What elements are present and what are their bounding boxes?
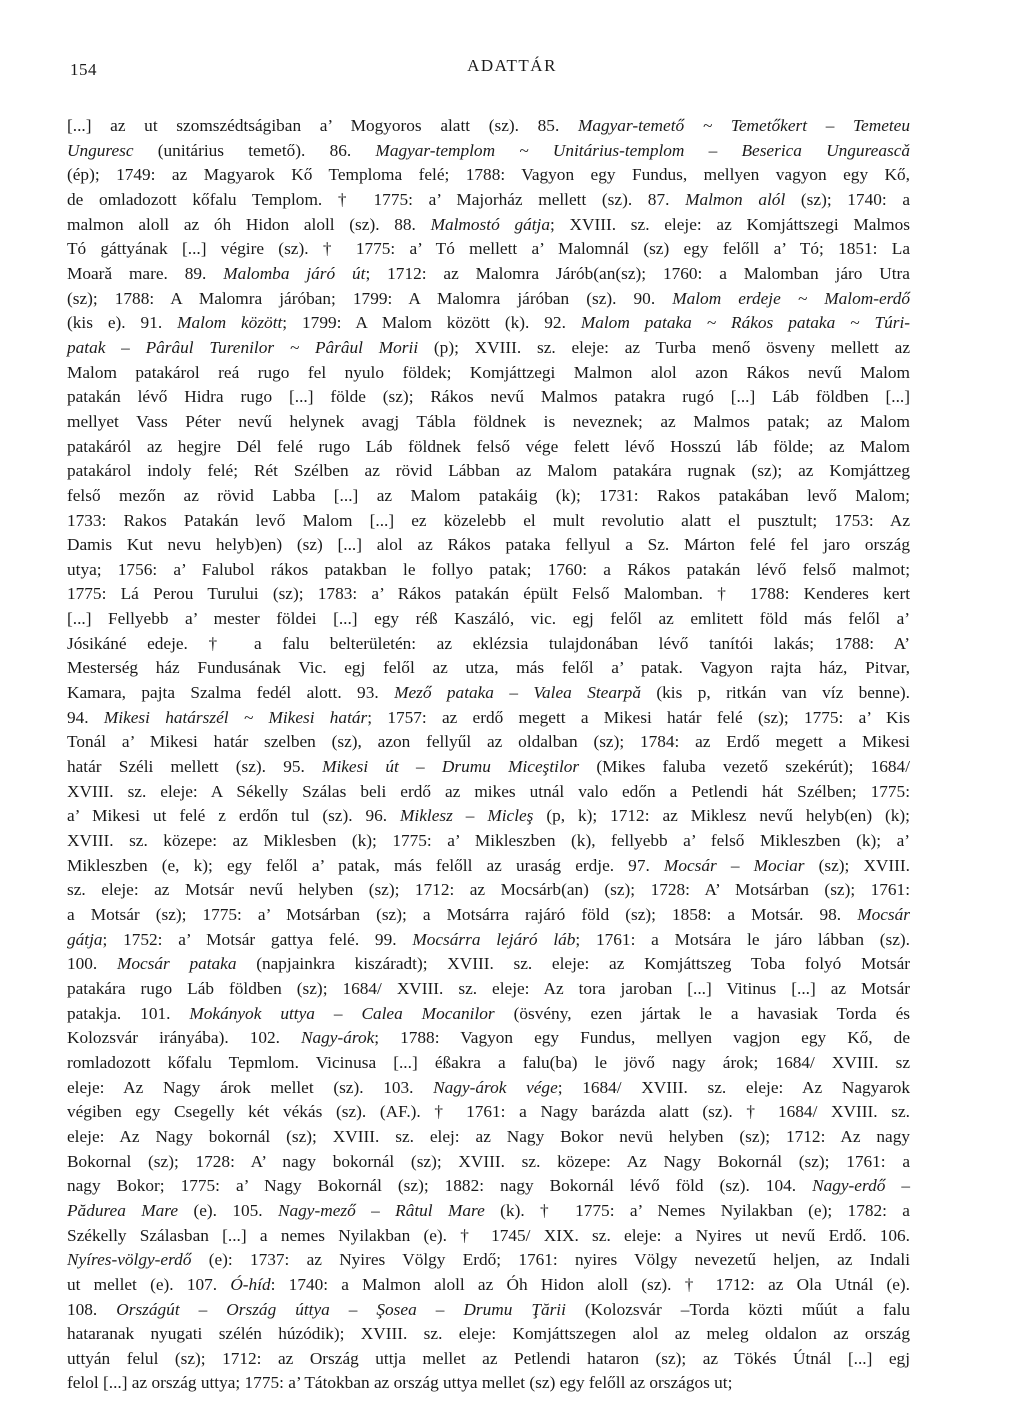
text-segment: (napjainkra kiszáradt); XVIII. sz. eleje: az Komjáttszeg Toba folyó Motsár (236, 954, 910, 974)
text-segment: XVIII. sz. eleje: A Sékelly Szálas beli erdő az mikes utnál valo edőn a Petlendi hát Szélben; 1775: (67, 781, 910, 801)
text-line (67, 977, 910, 1002)
entry-heading: Magyar-temető ~ Temetőkert – Temeteu (577, 116, 910, 135)
text-segment: (kis e). 91. (67, 313, 178, 333)
text-segment: ut mellet (e). 107. (67, 1274, 231, 1294)
text-segment: ; 1788: Vagyon egy Fundus, mellyen vagjon egy Kő, de (374, 1028, 910, 1048)
text-segment: ; 1712: az Malomra Járób(an(sz); 1760: a Malomban járo Utra (365, 263, 910, 283)
text-line (67, 237, 910, 262)
text-segment: (p, k); 1712: az Miklesz nevű helyb(en) (k); (533, 806, 910, 826)
text-segment: (sz); XVIII. (804, 855, 910, 875)
text-segment: patakán lévő Hidra rugo [...] földe (sz); Rákos nevű Malmos patakra rugó [...] Láb földben [...] (67, 387, 910, 407)
entry-heading: Unguresc (67, 140, 134, 160)
entry-heading: Miklesz – Micleş (400, 806, 534, 826)
text-segment: Damis Kut nevu helyb)en) (sz) [...] alol az Rákos pataka fellyul a Sz. Márton felé fel jaro ország (67, 535, 910, 555)
entry-heading: Nyíres-völgy-erdő (67, 1250, 192, 1270)
text-segment: [...] Fellyebb a’ mester földei [...] egy réß Kaszáló, vic. egj felől az emlitett föld más felől a’ (67, 609, 910, 629)
text-line (67, 1298, 910, 1323)
entry-heading: Mocsár (857, 905, 910, 924)
text-segment: Kamara, pajta Szalma fedél alott. 93. (67, 683, 395, 703)
text-line (67, 1248, 910, 1273)
entry-heading: Mokányok uttya – Calea Mocanilor (189, 1003, 495, 1023)
text-line (67, 1273, 910, 1298)
text-line (67, 410, 910, 435)
text-line (67, 385, 910, 410)
text-line (67, 928, 910, 953)
entry-heading: Magyar-templom ~ Unitárius-templom – Beserica Ungureascǎ (375, 140, 911, 160)
text-line (67, 1150, 910, 1175)
text-segment: de omladozott kőfalu Templom. † 1775: a’ Majorház mellett (sz). 87. (67, 189, 686, 209)
text-line (67, 287, 910, 312)
text-line (67, 213, 910, 238)
text-line (67, 1051, 910, 1076)
text-line (67, 1347, 910, 1372)
text-line (67, 804, 910, 829)
text-line (67, 163, 910, 188)
entry-heading: patak – Pârâul Turenilor ~ Pârâul Morii (67, 337, 419, 357)
text-segment: Tonál a’ Mikesi határ szelben (sz), azon fellyűl az oldalban (sz); 1784: az Erdő megett a Mikesi (67, 732, 910, 752)
entry-heading: Nagy-erdő – (812, 1176, 910, 1196)
text-segment: (ösvény, ezen jártak le a havasiak Torda és (494, 1003, 911, 1023)
text-segment: határ Széli mellett (sz). 95. (67, 757, 323, 777)
text-segment: Jósikáné edeje. † a falu belterületén: az eklézsia tulajdonában lévő tanítói lakás; 1788: A’ (67, 633, 910, 653)
entry-heading: Malomba járó út (223, 263, 366, 283)
text-line (67, 139, 910, 164)
entry-heading: Ó-híd (230, 1274, 271, 1294)
entry-heading: Országút – Ország úttya – Şosea – Drumu Ţării (116, 1299, 566, 1319)
text-line (67, 188, 910, 213)
text-segment: eleje: Az Nagy bokornál (sz); XVIII. sz. elej: az Nagy Bokor nevü helyben (sz); 1712: Az nagy (67, 1126, 910, 1146)
text-line (67, 1174, 910, 1199)
text-line (67, 903, 910, 928)
text-segment: (kis p, ritkán van víz benne). (640, 683, 910, 703)
entry-heading: Nagy-árok (301, 1028, 375, 1048)
text-segment: felol [...] az ország uttya; 1775: a’ Tátokban az ország uttya mellet (sz) egy felőll az országos ut; (67, 1373, 733, 1393)
entry-heading: Malmon alól (685, 189, 786, 209)
entry-heading: Mocsár – Mociar (663, 855, 805, 875)
text-line (67, 1100, 910, 1125)
entry-heading: Nagy-mező – Râtul Mare (277, 1200, 485, 1220)
text-segment: (sz); 1740: a (785, 189, 910, 209)
text-segment: 100. (67, 954, 117, 974)
text-line (67, 361, 910, 386)
text-line (67, 1125, 910, 1150)
text-segment: hataranak nyugati szélén húzódik); XVIII. sz. eleje: Komjáttszegen alol az meleg oldalon az ország (67, 1324, 910, 1344)
text-segment: (p); XVIII. sz. eleje: az Turba menő ösveny mellett az (418, 337, 910, 357)
text-segment: 108. (67, 1299, 117, 1319)
text-segment: Moarǎ mare. 89. (67, 263, 224, 283)
text-line (67, 1026, 910, 1051)
text-line (67, 1224, 910, 1249)
text-line (67, 1199, 910, 1224)
page-number: 154 (70, 60, 97, 79)
text-segment: a Motsár (sz); 1775: a’ Motsárban (sz); a Motsárra rajáró föld (sz); 1858: a Motsár. 98. (67, 905, 858, 924)
text-segment: patakára rugo Láb földben (sz); 1684/ XVIII. sz. eleje: Az tora jaroban [...] Vitinus [...] az Motsár (67, 978, 910, 998)
text-line (67, 829, 910, 854)
entry-heading: gátja (67, 929, 103, 949)
entry-heading: Malom pataka ~ Rákos pataka ~ Túri- (580, 313, 911, 333)
text-segment: eleje: Az Nagy árok mellet (sz). 103. (67, 1077, 434, 1097)
text-line (67, 632, 910, 657)
text-segment: [...] az ut szomszédtságiban a’ Mogyoros alatt (sz). 85. (67, 116, 578, 135)
text-segment: Mesterség ház Fundusának Vic. egj felől az utza, más felől a’ patak. Vagyon rajta ház, Pitvar, (67, 658, 910, 678)
text-segment: Kolozsvár irányába). 102. (67, 1028, 301, 1048)
text-line (67, 607, 910, 632)
text-segment: (k). † 1775: a’ Nemes Nyilakban (e); 1782: a (484, 1200, 910, 1220)
text-line (67, 435, 910, 460)
text-segment: XVIII. sz. közepe: az Miklesben (k); 1775: a’ Mikleszben (k), fellyebb a’ felső Mikleszben (k); a’ (67, 831, 910, 851)
text-line (67, 1371, 910, 1396)
text-line (67, 706, 910, 731)
text-line (67, 1002, 910, 1027)
text-segment: (e). 105. (178, 1200, 278, 1220)
text-segment: ; 1799: A Malom között (k). 92. (282, 313, 581, 333)
text-segment: (unitárius temető). 86. (133, 140, 376, 160)
text-line (67, 533, 910, 558)
text-segment: 1733: Rakos Patakán levő Malom [...] ez közelebb el mult revolutio alatt el pusztult; 1753: Az (67, 510, 910, 530)
text-segment: Székelly Szálasban [...] a nemes Nyilakban (e). † 1745/ XIX. sz. eleje: a Nyires ut nevű Erdő. 106. (67, 1225, 910, 1245)
text-line (67, 780, 910, 805)
entry-heading: Mikesi út – Drumu Miceştilor (322, 757, 580, 777)
text-segment: utya; 1756: a’ Falubol rákos patakban le follyo patak; 1760: a Rákos patakán lévő felső malmot; (67, 559, 910, 579)
text-segment: uttyán felul (sz); 1712: az Ország uttja mellet az Petlendi hataron (sz); az Tökés Útnál [...] egj (67, 1348, 910, 1368)
text-segment: ; 1752: a’ Motsár gattya felé. 99. (102, 929, 413, 949)
running-head: ADATTÁR (467, 56, 557, 75)
text-segment: nagy Bokor; 1775: a’ Nagy Bokornál (sz); 1882: nagy Bokornál lévő föld (sz). 104. (67, 1176, 813, 1196)
text-line (67, 114, 910, 139)
text-line (67, 854, 910, 879)
text-segment: ; XVIII. sz. eleje: az Komjáttszegi Malmos (549, 214, 910, 234)
entry-heading: Mocsárra lejáró láb (412, 929, 576, 949)
text-line (67, 952, 910, 977)
text-segment: sz. eleje: az Motsár nevű helyben (sz); 1712: az Mocsárb(an) (sz); 1728: A’ Motsárban (sz); 1761: (67, 880, 910, 900)
text-line (67, 336, 910, 361)
text-segment: Malom patakárol reá rugo fel nyulo földek; Komjáttzegi Malmon alol azon Rákos nevű Malom (67, 362, 910, 382)
text-segment: (sz); 1788: A Malomra járóban; 1799: A Malomra járóban (sz). 90. (67, 288, 673, 308)
entry-heading: Nagy-árok vége (433, 1077, 558, 1097)
text-line (67, 262, 910, 287)
text-segment: 1775: Lá Perou Turului (sz); 1783: a’ Rákos patakán épült Felső Malomban. † 1788: Kenderes kert (67, 584, 910, 604)
text-segment: patakja. 101. (67, 1003, 190, 1023)
text-line (67, 1322, 910, 1347)
text-line (67, 681, 910, 706)
text-line (67, 730, 910, 755)
text-segment: Mikleszben (e, k); egy felől a’ patak, más felőll az uraság erdje. 97. (67, 855, 664, 875)
text-segment: a’ Mikesi ut felé z erdőn tul (sz). 96. (67, 806, 401, 826)
text-line (67, 1076, 910, 1101)
text-line (67, 311, 910, 336)
text-segment: (Mikes faluba vezető szekérút); 1684/ (579, 757, 910, 777)
text-line (67, 656, 910, 681)
text-segment: (Kolozsvár –Torda közti műút a falu (565, 1299, 911, 1319)
entry-heading: Mikesi határszél ~ Mikesi határ (103, 707, 368, 727)
text-segment: végiben egy Csegelly két vékás (sz). (AF.). † 1761: a Nagy barázda alatt (sz). † 1684/ XVIII. sz. (67, 1102, 910, 1122)
text-segment: patakárol indoly felé; Rét Szélben az rövid Lábban az Malom patakára rugnak (sz); az Komjáttzeg (67, 461, 910, 481)
text-line (67, 459, 910, 484)
text-segment: ; 1761: a Motsára le járo lábban (sz). (575, 929, 910, 949)
text-segment: felső mezőn az rövid Labba [...] az Malom patakáig (k); 1731: Rakos patakában levő Malom; (67, 485, 910, 505)
text-segment: romladozott kőfalu Tepmlom. Vicinusa [...] éßakra a falu(ba) le jövő nagy árok; 1684/ XVIII. sz (67, 1052, 910, 1072)
text-segment: (ép); 1749: az Magyarok Kő Temploma felé; 1788: Vagyon egy Fundus, mellyen vagyon egy Kő, (67, 165, 910, 185)
entry-heading: Malom között (177, 313, 283, 333)
text-line (67, 509, 910, 534)
entry-heading: Mocsár pataka (116, 954, 237, 974)
entry-heading: Pădurea Mare (67, 1200, 179, 1220)
text-segment: (e): 1737: az Nyires Völgy Erdő; 1761: nyires Völgy nevezetű heljen, az Indali (191, 1250, 910, 1270)
text-segment: ; 1757: az erdő megett a Mikesi határ felé (sz); 1775: a’ Kis (367, 707, 911, 727)
text-segment: 94. (67, 707, 104, 727)
text-line (67, 755, 910, 780)
text-line (67, 582, 910, 607)
text-segment: Tó gáttyának [...] végire (sz). † 1775: a’ Tó mellett a’ Malomnál (sz) egy felőll a’ Tó; 1851: La (67, 239, 910, 259)
text-line (67, 878, 910, 903)
text-segment: ; 1684/ XVIII. sz. eleje: Az Nagyarok (557, 1077, 910, 1097)
entry-heading: Malmostó gátja (430, 214, 550, 234)
text-line (67, 484, 910, 509)
text-segment: Bokornal (sz); 1728: A’ nagy bokornál (sz); XVIII. sz. közepe: Az Nagy Bokornál (sz); 1761: a (67, 1151, 910, 1171)
text-segment: malmon aloll az óh Hidon aloll (sz). 88. (67, 214, 431, 234)
text-segment: patakáról az hegjre Dél felé rugo Láb földnek felső vége felett lévő Hosszú láb földe; az Malom (67, 436, 910, 456)
entry-heading: Mező pataka – Valea Stearpǎ (394, 683, 641, 703)
text-line (67, 558, 910, 583)
text-segment: : 1740: a Malmon aloll az Óh Hidon aloll (sz). † 1712: az Ola Utnál (e). (270, 1274, 910, 1294)
text-segment: mellyet Vass Péter nevű helynek avagj Tábla földnek is neveznek; az Malmos patak; az Malom (67, 411, 910, 431)
entry-heading: Malom erdeje ~ Malom-erdő (672, 288, 910, 308)
body-text (67, 114, 910, 1396)
